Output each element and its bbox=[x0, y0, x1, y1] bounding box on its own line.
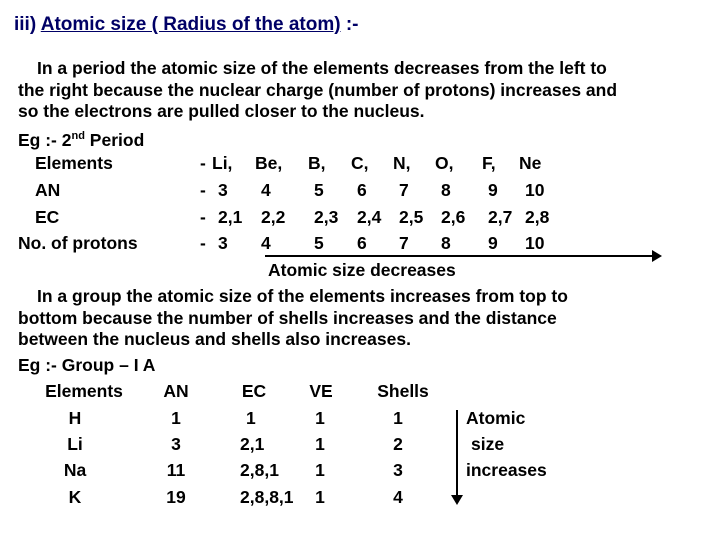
group-header: EC bbox=[241, 381, 267, 401]
group-cell: 4 bbox=[393, 487, 403, 507]
example-period-sup: nd bbox=[71, 130, 85, 142]
period-cell: C, bbox=[351, 153, 369, 173]
group-cell: 1 bbox=[315, 434, 325, 454]
para-group-line: bottom because the number of shells increases and the distance bbox=[18, 308, 557, 328]
example-period-suffix: Period bbox=[84, 130, 145, 150]
group-cell: 3 bbox=[171, 434, 181, 454]
period-row-label: AN bbox=[35, 180, 61, 200]
period-cell: Li, bbox=[212, 153, 233, 173]
period-cell: 6 bbox=[357, 180, 367, 200]
period-cell: 4 bbox=[261, 180, 271, 200]
group-cell: 2 bbox=[393, 434, 403, 454]
period-cell: 2,1 bbox=[218, 207, 243, 227]
period-cell: 8 bbox=[441, 180, 451, 200]
group-cell: Li bbox=[67, 434, 83, 454]
period-cell: B, bbox=[308, 153, 326, 173]
period-trend-label: Atomic size decreases bbox=[268, 260, 456, 280]
period-cell: 3 bbox=[218, 233, 228, 253]
group-header: Shells bbox=[377, 381, 429, 401]
period-cell: Ne bbox=[519, 153, 542, 173]
section-heading bbox=[14, 14, 359, 36]
period-cell: 2,6 bbox=[441, 207, 466, 227]
group-cell: 2,1 bbox=[240, 434, 265, 454]
group-header: VE bbox=[309, 381, 333, 401]
group-cell: Na bbox=[63, 460, 87, 480]
period-cell: 2,2 bbox=[261, 207, 286, 227]
group-cell: 1 bbox=[171, 408, 181, 428]
period-row-dash: - bbox=[200, 233, 206, 253]
group-cell: 1 bbox=[393, 408, 403, 428]
period-cell: 2,7 bbox=[488, 207, 513, 227]
period-cell: 2,4 bbox=[357, 207, 382, 227]
period-row-dash: - bbox=[200, 180, 206, 200]
group-cell: H bbox=[68, 408, 82, 428]
para-period-line: so the electrons are pulled closer to the nucleus. bbox=[18, 101, 425, 121]
group-cell: K bbox=[68, 487, 82, 507]
decrease-arrow bbox=[265, 255, 653, 257]
para-group-line: In a group the atomic size of the elements increases from top to bbox=[37, 286, 568, 306]
group-header: AN bbox=[163, 381, 189, 401]
group-cell: 2,8,8,1 bbox=[240, 487, 294, 507]
example-period-text: Eg :- 2 bbox=[18, 130, 72, 150]
period-cell: 4 bbox=[261, 233, 271, 253]
period-cell: 7 bbox=[399, 180, 409, 200]
group-header: Elements bbox=[45, 381, 123, 401]
period-cell: Be, bbox=[255, 153, 283, 173]
period-cell: 6 bbox=[357, 233, 367, 253]
group-trend-line: increases bbox=[466, 460, 547, 480]
period-row-dash: - bbox=[200, 153, 206, 173]
period-cell: N, bbox=[393, 153, 411, 173]
example-group: Eg :- Group – I A bbox=[18, 355, 156, 375]
period-row-label: Elements bbox=[35, 153, 113, 173]
heading-suffix: :- bbox=[345, 14, 359, 35]
period-cell: 8 bbox=[441, 233, 451, 253]
para-group-line: between the nucleus and shells also increases. bbox=[18, 329, 411, 349]
period-cell: 7 bbox=[399, 233, 409, 253]
heading-prefix: iii) bbox=[14, 14, 37, 35]
period-cell: 5 bbox=[314, 233, 324, 253]
group-cell: 1 bbox=[315, 460, 325, 480]
group-cell: 1 bbox=[246, 408, 256, 428]
period-row-label: EC bbox=[35, 207, 60, 227]
period-cell: 2,8 bbox=[525, 207, 550, 227]
period-cell: 9 bbox=[488, 180, 498, 200]
group-cell: 1 bbox=[315, 487, 325, 507]
period-cell: O, bbox=[435, 153, 454, 173]
period-cell: 3 bbox=[218, 180, 228, 200]
period-cell: 10 bbox=[525, 180, 545, 200]
group-cell: 3 bbox=[393, 460, 403, 480]
period-row-label: No. of protons bbox=[18, 233, 138, 253]
example-period bbox=[18, 126, 144, 151]
period-cell: 10 bbox=[525, 233, 545, 253]
group-cell: 19 bbox=[166, 487, 186, 507]
group-trend-line: Atomic bbox=[466, 408, 526, 428]
increase-arrow bbox=[456, 410, 458, 496]
group-trend-line: size bbox=[471, 434, 505, 454]
group-cell: 11 bbox=[166, 460, 186, 480]
para-period-line: the right because the nuclear charge (number of protons) increases and bbox=[18, 80, 618, 100]
heading-title: Atomic size ( Radius of the atom) bbox=[40, 14, 341, 35]
period-cell: 5 bbox=[314, 180, 324, 200]
group-cell: 2,8,1 bbox=[240, 460, 279, 480]
period-row-dash: - bbox=[200, 207, 206, 227]
period-cell: 2,3 bbox=[314, 207, 339, 227]
para-period-line: In a period the atomic size of the elements decreases from the left to bbox=[37, 58, 607, 78]
period-cell: 2,5 bbox=[399, 207, 424, 227]
period-cell: 9 bbox=[488, 233, 498, 253]
group-cell: 1 bbox=[315, 408, 325, 428]
period-cell: F, bbox=[482, 153, 496, 173]
